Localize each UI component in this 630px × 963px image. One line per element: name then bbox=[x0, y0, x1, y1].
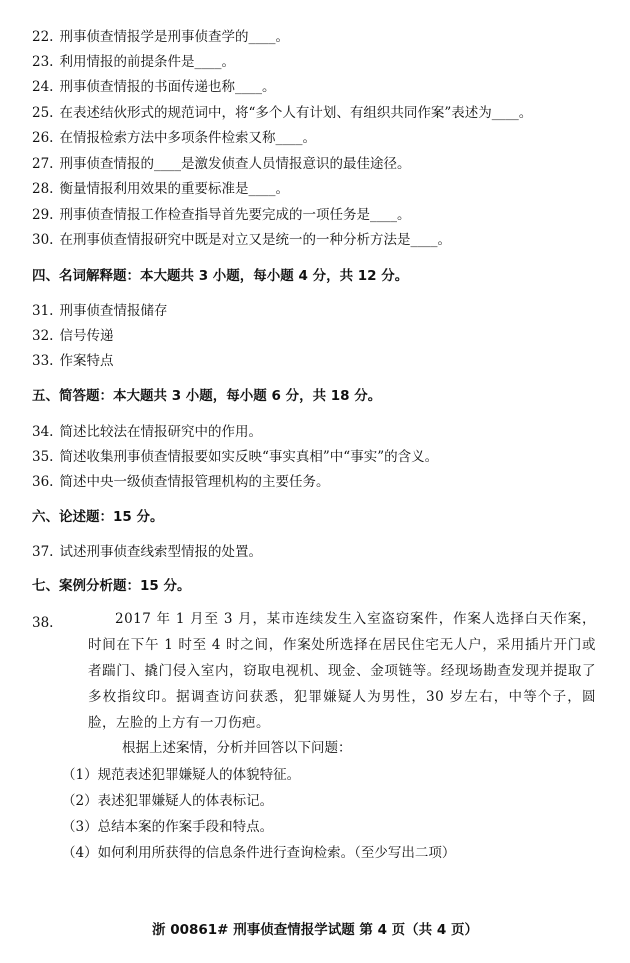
question-number: 31. bbox=[32, 303, 54, 319]
question-text: 利用情报的前提条件是____。 bbox=[59, 54, 235, 70]
question-32 bbox=[32, 326, 113, 346]
question-37 bbox=[32, 542, 262, 562]
question-text: 衡量情报利用效果的重要标准是____。 bbox=[59, 181, 289, 197]
subquestion-3: （3）总结本案的作案手段和特点。 bbox=[62, 819, 274, 835]
case-description: 2017 年 1 月至 3 月，某市连续发生入室盗窃案件，作案人选择白天作案，时间在下午 1 时至 4 时之间，作案处所选择在居民住宅无人户，采用插片开门或者踹门、撬门侵入室内，窃取电视机、现金、金项链等。经现场勘查发现并提取了多枚指纹印。据调查访问获悉，犯罪嫌疑人为男性，30 岁左右，中等个子，圆脸，左脸的上方有一刀伤疤。 bbox=[88, 611, 596, 731]
question-number: 36. bbox=[32, 474, 54, 490]
question-text: 刑事侦查情报的书面传递也称____。 bbox=[59, 79, 276, 95]
question-number: 23. bbox=[32, 54, 54, 70]
question-number: 25. bbox=[32, 105, 54, 121]
question-number: 35. bbox=[32, 449, 54, 465]
question-35 bbox=[32, 447, 438, 467]
question-30 bbox=[32, 230, 451, 250]
question-text: 简述中央一级侦查情报管理机构的主要任务。 bbox=[59, 474, 330, 490]
question-number: 26. bbox=[32, 130, 54, 146]
question-number: 30. bbox=[32, 232, 54, 248]
case-instruction: 根据上述案情，分析并回答以下问题： bbox=[122, 740, 352, 756]
question-number: 28. bbox=[32, 181, 54, 197]
question-number: 33. bbox=[32, 353, 54, 369]
question-number: 22. bbox=[32, 29, 54, 45]
question-text: 简述收集刑事侦查情报要如实反映“事实真相”中“事实”的含义。 bbox=[59, 449, 439, 465]
question-text: 在表述结伙形式的规范词中，将“多个人有计划、有组织共同作案”表述为____。 bbox=[59, 105, 533, 121]
question-22 bbox=[32, 27, 289, 47]
question-text: 刑事侦查情报工作检查指导首先要完成的一项任务是____。 bbox=[59, 207, 411, 223]
question-29 bbox=[32, 205, 410, 225]
question-text: 在刑事侦查情报研究中既是对立又是统一的一种分析方法是____。 bbox=[59, 232, 451, 248]
question-27 bbox=[32, 154, 410, 174]
subquestion-2: （2）表述犯罪嫌疑人的体表标记。 bbox=[62, 793, 274, 809]
question-34 bbox=[32, 422, 262, 442]
question-26 bbox=[32, 128, 316, 148]
question-number: 29. bbox=[32, 207, 54, 223]
question-33 bbox=[32, 351, 113, 371]
question-23 bbox=[32, 52, 235, 72]
section-heading-6: 六、论述题：15 分。 bbox=[32, 509, 164, 525]
question-31 bbox=[32, 301, 167, 321]
question-number: 34. bbox=[32, 424, 54, 440]
question-text: 刑事侦查情报储存 bbox=[59, 303, 168, 319]
subquestion-4: （4）如何利用所获得的信息条件进行查询检索。（至少写出二项） bbox=[62, 845, 456, 861]
question-number: 24. bbox=[32, 79, 54, 95]
question-text: 简述比较法在情报研究中的作用。 bbox=[59, 424, 262, 440]
question-text: 信号传递 bbox=[59, 328, 114, 344]
question-28 bbox=[32, 179, 289, 199]
question-number: 32. bbox=[32, 328, 54, 344]
question-number: 27. bbox=[32, 156, 54, 172]
question-text: 刑事侦查情报的____是激发侦查人员情报意识的最佳途径。 bbox=[59, 156, 411, 172]
question-25 bbox=[32, 103, 532, 123]
question-24 bbox=[32, 77, 275, 97]
question-text: 刑事侦查情报学是刑事侦查学的____。 bbox=[59, 29, 289, 45]
question-text: 在情报检索方法中多项条件检索又称____。 bbox=[59, 130, 316, 146]
section-heading-7: 七、案例分析题：15 分。 bbox=[32, 578, 191, 594]
question-text: 作案特点 bbox=[59, 353, 114, 369]
subquestion-1: （1）规范表述犯罪嫌疑人的体貌特征。 bbox=[62, 767, 301, 783]
section-heading-4: 四、名词解释题：本大题共 3 小题，每小题 4 分，共 12 分。 bbox=[32, 268, 409, 284]
question-text: 试述刑事侦查线索型情报的处置。 bbox=[59, 544, 262, 560]
page-footer: 浙 00861# 刑事侦查情报学试题 第 4 页（共 4 页） bbox=[152, 922, 478, 938]
question-number: 37. bbox=[32, 544, 54, 560]
question-36 bbox=[32, 472, 329, 492]
section-heading-5: 五、简答题：本大题共 3 小题，每小题 6 分，共 18 分。 bbox=[32, 388, 382, 404]
question-number: 38. bbox=[32, 615, 54, 631]
